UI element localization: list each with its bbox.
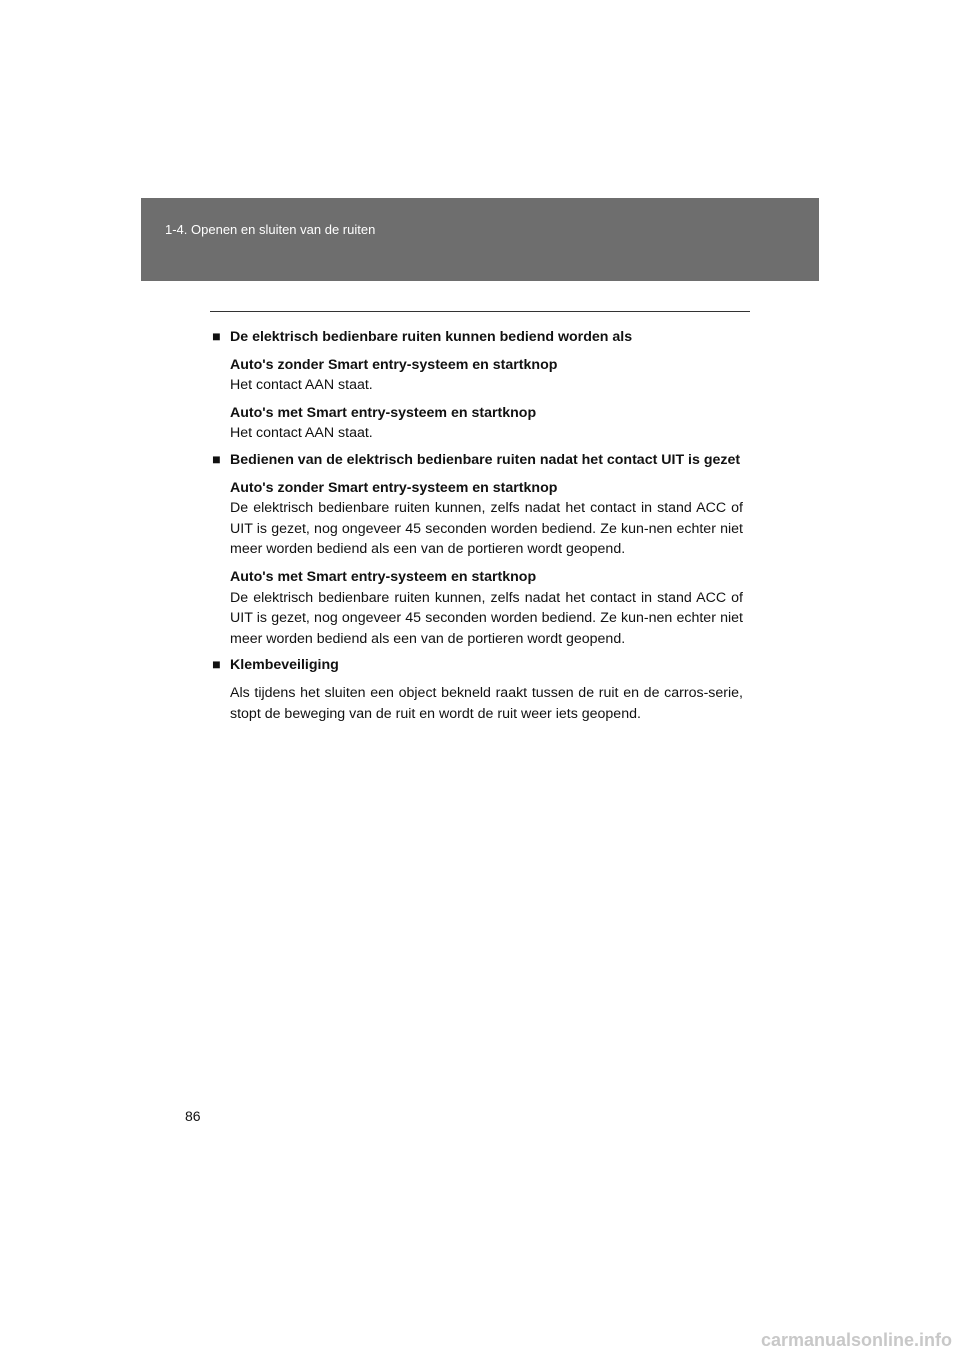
square-bullet-icon: ■	[212, 451, 221, 468]
info-block	[212, 567, 743, 649]
block-text: Het contact AAN staat.	[230, 425, 373, 442]
page-number: 86	[185, 1108, 201, 1124]
block-text: De elektrisch bedienbare ruiten kunnen, zelfs nadat het contact in stand ACC of UIT is gezet, nog ongeveer 45 seconden worden bediend. Ze kun-nen echter niet meer worden bediend als een van de portieren wordt geopend.	[230, 500, 743, 558]
info-block	[212, 478, 743, 560]
section-heading	[212, 327, 743, 348]
info-block	[212, 683, 743, 724]
section-heading-text: Klembeveiliging	[230, 657, 339, 674]
section-after-ignition-off	[212, 450, 743, 649]
section-heading-text: De elektrisch bedienbare ruiten kunnen bediend worden als	[230, 329, 633, 345]
section-heading	[212, 450, 743, 471]
watermark: carmanualsonline.info	[760, 1330, 952, 1350]
block-text: Als tijdens het sluiten een object bekneld raakt tussen de ruit en de carros-serie, stopt de beweging van de ruit en wordt de ruit weer iets geopend.	[230, 684, 743, 722]
section-heading	[212, 655, 743, 676]
page-content	[212, 327, 743, 724]
info-block	[212, 403, 743, 444]
block-text: Het contact AAN staat.	[230, 377, 373, 394]
divider-line	[210, 311, 750, 312]
section-jam-protection	[212, 655, 743, 724]
block-subtitle: Auto's met Smart entry-systeem en startknop	[230, 404, 537, 421]
square-bullet-icon: ■	[212, 329, 221, 345]
section-title: 1-4. Openen en sluiten van de ruiten	[165, 222, 376, 237]
section-windows-operable	[212, 327, 743, 444]
block-subtitle: Auto's zonder Smart entry-systeem en startknop	[230, 356, 558, 373]
info-block	[212, 355, 743, 396]
block-text: De elektrisch bedienbare ruiten kunnen, zelfs nadat het contact in stand ACC of UIT is gezet, nog ongeveer 45 seconden worden bediend. Ze kun-nen echter niet meer worden bediend als een van de portieren wordt geopend.	[230, 589, 743, 647]
section-header-bar	[141, 198, 819, 281]
block-subtitle: Auto's met Smart entry-systeem en startknop	[230, 568, 537, 585]
section-heading-text: Bedienen van de elektrisch bedienbare ruiten nadat het contact UIT is gezet	[230, 451, 741, 468]
square-bullet-icon: ■	[212, 657, 221, 674]
block-subtitle: Auto's zonder Smart entry-systeem en startknop	[230, 479, 558, 496]
